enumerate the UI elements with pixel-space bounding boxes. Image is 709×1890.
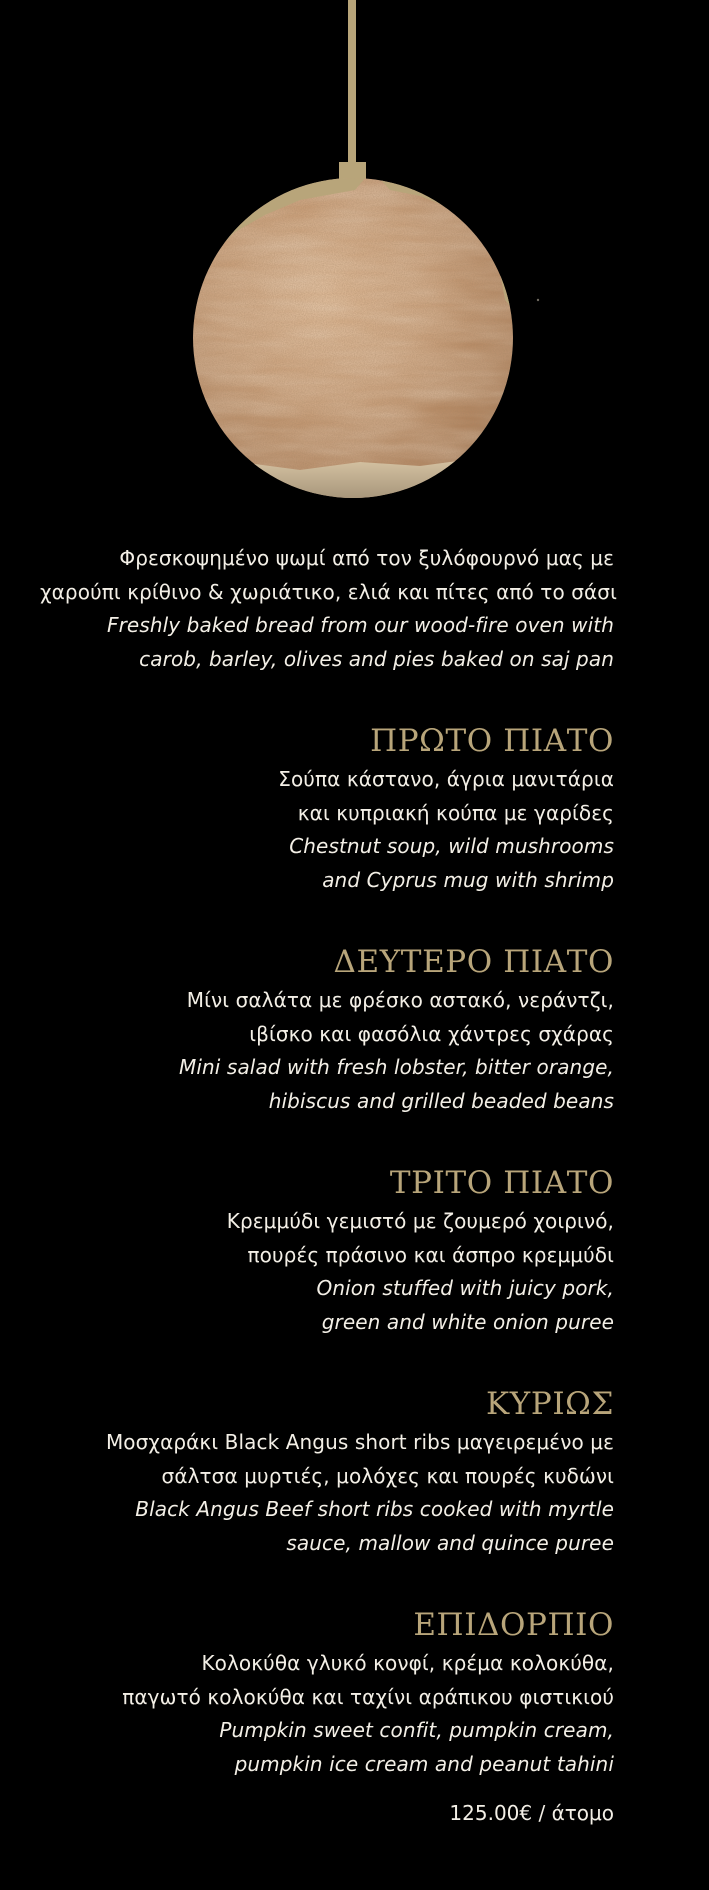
dish-line-english: Black Angus Beef short ribs cooked with myrtle [135,1497,614,1521]
dish-line-greek: Κρεμμύδι γεμιστό με ζουμερό χοιρινό, [226,1209,614,1233]
dish-line-greek: παγωτό κολοκύθα και ταχίνι αράπικου φιστικιού [122,1684,614,1709]
dish-line-greek: Μοσχαράκι Black Angus short ribs μαγειρεμένο με [105,1430,614,1454]
price-per-person: 125.00€ / άτομο [449,1801,614,1825]
dish-line-greek: πουρές πράσινο και άσπρο κρεμμύδι [247,1242,614,1267]
dish-line-english: green and white onion puree [321,1309,614,1334]
section-title: ΕΠΙΔΟΡΠΙΟ [413,1607,614,1643]
dish-line-greek: Κολοκύθα γλυκό κονφί, κρέμα κολοκύθα, [201,1651,614,1675]
dish-line-greek: Σούπα κάστανο, άγρια μανιτάρια [278,767,614,791]
dish-line-greek: ιβίσκο και φασόλια χάντρες σχάρας [249,1021,614,1046]
dish-line-greek: και κυπριακή κούπα με γαρίδες [297,800,614,825]
section-third-course [40,1164,614,1339]
dish-line-english: Pumpkin sweet confit, pumpkin cream, [219,1718,614,1742]
dish-line-english: pumpkin ice cream and peanut tahini [234,1751,614,1776]
section-main-course [40,1385,614,1560]
dish-line-english: sauce, mallow and quince puree [286,1530,614,1555]
section-title: ΔΕΥΤΕΡΟ ΠΙΑΤΟ [333,944,614,980]
ornament-string [348,0,356,168]
dish-line-english: hibiscus and grilled beaded beans [268,1088,614,1113]
menu-content [40,542,617,1828]
intro-line-english: carob, barley, olives and pies baked on saj pan [139,646,614,671]
dish-line-english: Onion stuffed with juicy pork, [316,1276,614,1300]
dish-line-greek: Μίνι σαλάτα με φρέσκο αστακό, νεράντζι, [186,988,614,1012]
section-first-course [40,722,614,897]
dish-line-greek: σάλτσα μυρτιές, μολόχες και πουρές κυδώνι [161,1463,614,1488]
section-dessert [40,1606,614,1781]
section-title: ΠΡΩΤΟ ΠΙΑΤΟ [370,723,614,759]
christmas-bauble-ornament [0,0,709,520]
dish-line-english: Chestnut soup, wild mushrooms [289,834,614,858]
dish-line-english: and Cyprus mug with shrimp [322,867,614,892]
ornament-ball [180,170,530,520]
section-title: ΚΥΡΙΩΣ [486,1386,614,1422]
intro-line: χαρούπι κρίθινο & χωριάτικο, ελιά και πίτες από το σάσι [40,579,617,604]
section-second-course [40,943,614,1118]
intro-line-english: Freshly baked bread from our wood-fire oven with [107,613,614,637]
section-title: ΤΡΙΤΟ ΠΙΑΤΟ [389,1165,614,1201]
intro-block [40,542,617,676]
intro-line: Φρεσκοψημένο ψωμί από τον ξυλόφουρνό μας με [119,546,614,570]
dish-line-english: Mini salad with fresh lobster, bitter orange, [179,1055,614,1079]
